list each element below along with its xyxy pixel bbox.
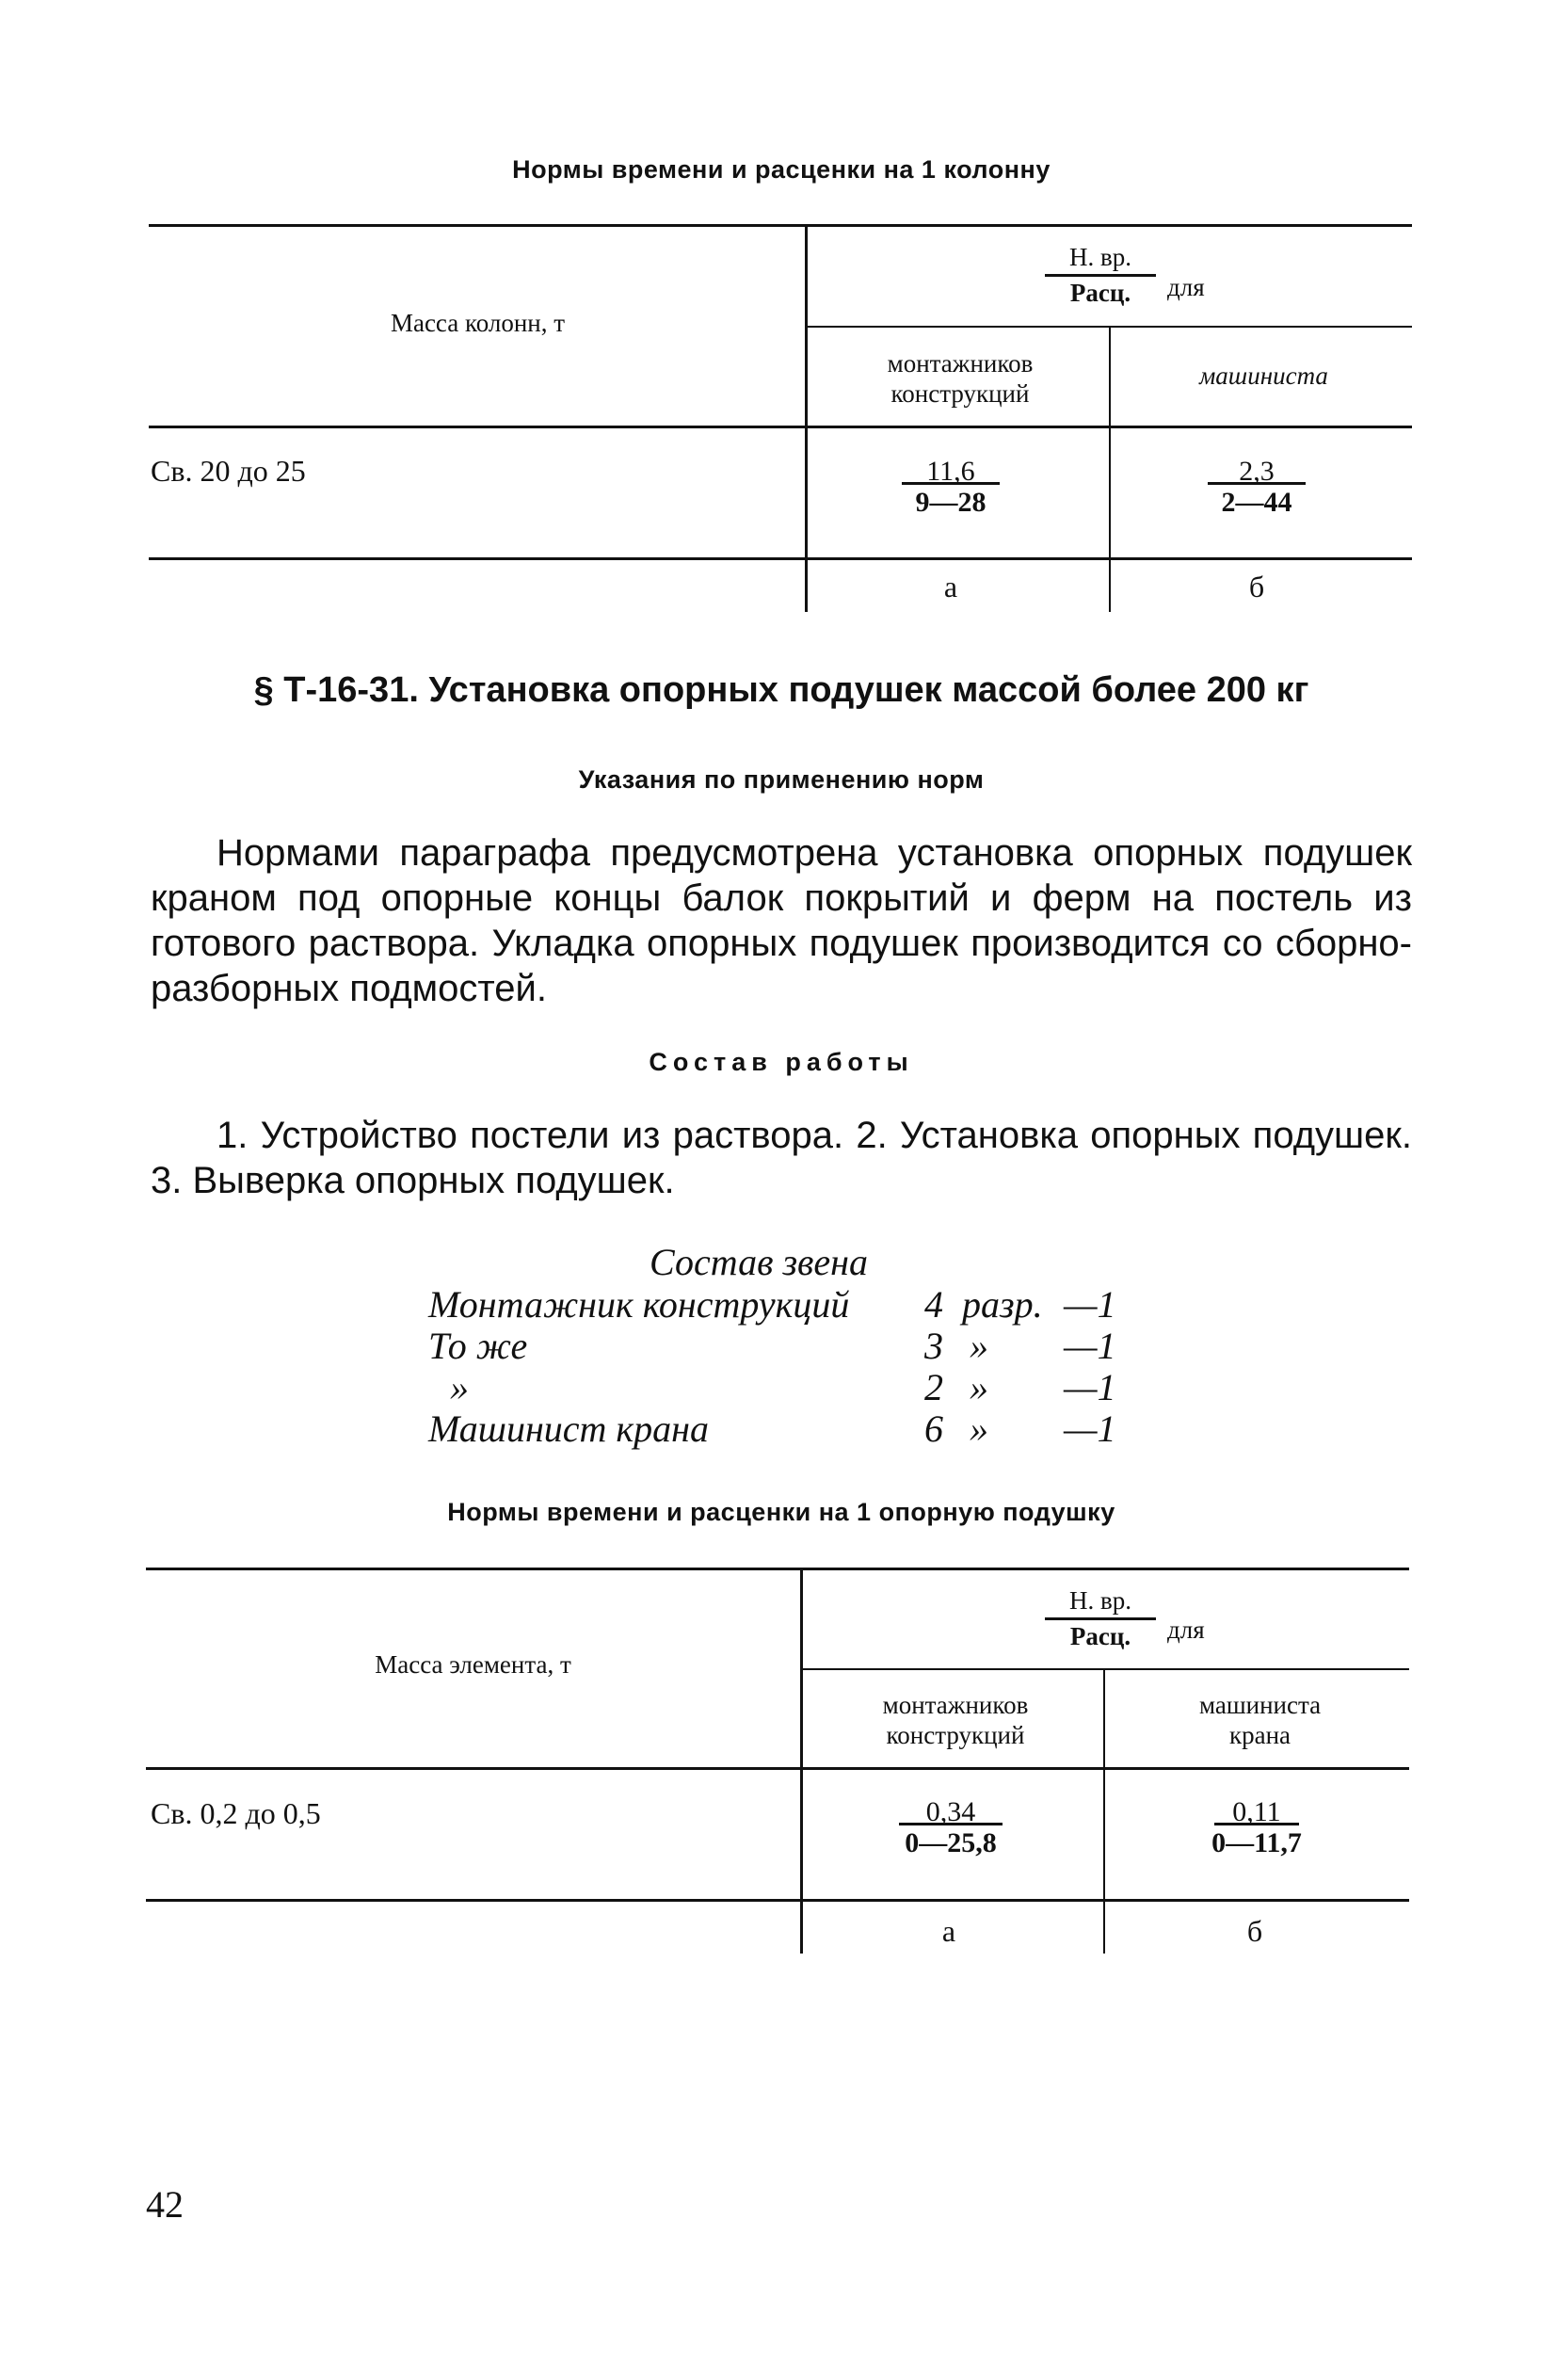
work-title: Состав работы: [649, 1048, 914, 1076]
cell-b-rate: 0—11,7: [1211, 1827, 1302, 1858]
table2-cell-a: [890, 1796, 1012, 1859]
table2-mass-header: Масса элемента, т: [375, 1650, 571, 1679]
table1-for-label: для: [1167, 273, 1205, 301]
table2-header-rule: [802, 1668, 1409, 1670]
crew-unit: »: [970, 1325, 988, 1367]
cell-a-rate: 9—28: [915, 487, 987, 518]
table2-col-a-header: монтажников конструкций: [882, 1691, 1029, 1749]
table1-index-divider: [1109, 560, 1111, 612]
crew-unit: »: [970, 1366, 988, 1408]
table1-body-bottom-rule: [149, 557, 1412, 560]
crew-unit: разр.: [962, 1283, 1043, 1326]
table1-norm-fraction: [1040, 243, 1161, 308]
table1-row-label: Св. 20 до 25: [151, 454, 306, 488]
cell-a-time-norm: 11,6: [926, 456, 975, 487]
cell-a-time-norm: 0,34: [925, 1796, 976, 1827]
crew-unit: »: [970, 1407, 988, 1450]
cell-b-rate: 2—44: [1221, 487, 1292, 518]
crew-grade: 2: [924, 1366, 943, 1408]
table1-index-b: б: [1248, 570, 1265, 603]
table2-body-divider: [1103, 1770, 1105, 1902]
table1-cell-a: [899, 456, 1003, 519]
table1-top-rule: [149, 224, 1412, 227]
table2-header-bottom-rule: [146, 1767, 1409, 1770]
table2-divider: [800, 1568, 803, 1954]
crew-name: Машинист крана: [428, 1407, 709, 1450]
work-text: 1. Устройство постели из раствора. 2. Установка опорных подушек. 3. Выверка опорных подушек.: [151, 1115, 1412, 1201]
cell-b-time-norm: 2,3: [1239, 456, 1275, 487]
crew-grade: 6: [924, 1407, 943, 1450]
table2-index-b: б: [1246, 1914, 1263, 1948]
table1-body-divider: [1109, 428, 1111, 560]
table2-title: Нормы времени и расценки на 1 опорную подушку: [447, 1498, 1115, 1526]
table1-mass-header: Масса колонн, т: [390, 309, 566, 337]
table1-index-a: а: [943, 570, 958, 603]
table2-subheader-divider: [1103, 1668, 1105, 1770]
table2-norm-fraction: [1040, 1586, 1161, 1651]
table1-title: Нормы времени и расценки на 1 колонну: [512, 155, 1051, 184]
table2-index-divider: [1103, 1902, 1105, 1954]
table1-cell-b: [1205, 456, 1308, 519]
table2-row-label: Св. 0,2 до 0,5: [151, 1796, 321, 1830]
table2-for-label: для: [1167, 1616, 1205, 1644]
cell-a-rate: 0—25,8: [905, 1827, 997, 1858]
section-heading: § Т-16-31. Установка опорных подушек массой более 200 кг: [253, 670, 1309, 710]
table1-col-b-header: машиниста: [1199, 362, 1328, 390]
table2-body-bottom-rule: [146, 1899, 1409, 1902]
guidelines-title: Указания по применению норм: [578, 765, 985, 794]
crew-grade: 4: [924, 1283, 943, 1326]
crew-title: Состав звена: [650, 1241, 869, 1283]
crew-name: Монтажник конструкций: [428, 1283, 850, 1326]
crew-name: »: [450, 1366, 469, 1408]
table2-top-rule: [146, 1568, 1409, 1570]
time-norm-label: Н. вр.: [1069, 1586, 1131, 1615]
table1-subheader-divider: [1109, 326, 1111, 429]
cell-b-time-norm: 0,11: [1232, 1796, 1281, 1827]
rate-label: Расц.: [1069, 279, 1131, 307]
time-norm-label: Н. вр.: [1069, 243, 1131, 271]
table1-col-a-header: монтажников конструкций: [887, 349, 1034, 408]
table1-header-bottom-rule: [149, 426, 1412, 428]
table2-col-b-header: машиниста крана: [1198, 1691, 1322, 1749]
table2-index-a: а: [941, 1914, 956, 1948]
guidelines-text: Нормами параграфа предусмотрена установка опорных подушек краном под опорные концы балок покрытий и ферм на постель из готового раствора. Укладка опорных подушек производится со сборно-разборных подмостей.: [151, 832, 1412, 1009]
table1-divider: [805, 224, 808, 612]
rate-label: Расц.: [1069, 1622, 1131, 1650]
table2-cell-b: [1195, 1796, 1318, 1859]
crew-count: —1: [1064, 1366, 1116, 1408]
crew-grade: 3: [924, 1325, 943, 1367]
crew-count: —1: [1064, 1325, 1116, 1367]
crew-count: —1: [1064, 1407, 1116, 1450]
page-number: 42: [146, 2183, 184, 2226]
crew-count: —1: [1064, 1283, 1116, 1326]
crew-name: То же: [428, 1325, 528, 1367]
